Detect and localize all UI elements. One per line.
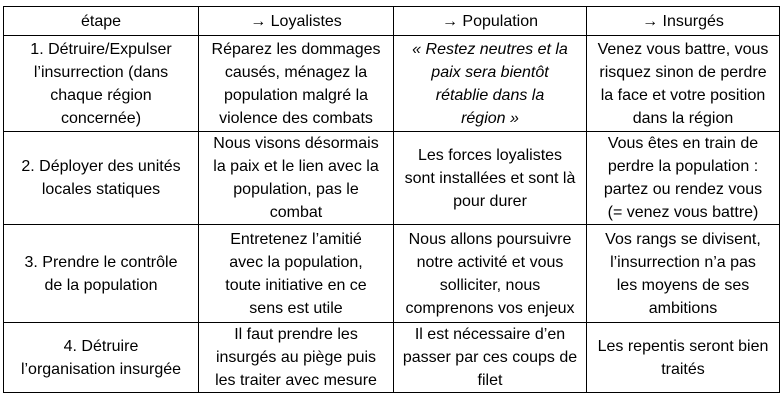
cell-text: pour durer	[453, 192, 527, 210]
cell-etape	[4, 36, 199, 132]
header-etape: étape	[4, 7, 199, 36]
cell-text: (= venez vous battre)	[607, 204, 759, 221]
cell-text: combat	[269, 204, 323, 221]
cell-insurges	[587, 323, 780, 393]
header-loyalistes: → Loyalistes	[199, 7, 394, 36]
cell-text: perdre la population :	[607, 158, 759, 175]
cell-population	[394, 323, 587, 393]
cell-text: sont installées et sont là	[404, 169, 576, 187]
cell-text: chaque région	[50, 86, 152, 104]
cell-text: l’organisation insurgée	[20, 360, 182, 378]
cell-text: Nous allons poursuivre	[408, 230, 572, 248]
cell-text: Entretenez l’amitié	[230, 230, 362, 248]
header-insurges: → Insurgés	[587, 7, 780, 36]
cell-text: l’insurrection n’a pas	[610, 253, 756, 271]
cell-text: Nous visons désormais	[213, 135, 379, 152]
cell-text: 1. Détruire/Expulser	[30, 40, 172, 58]
cell-text: les moyens de ses	[616, 276, 750, 294]
cell-text: concernée)	[60, 109, 142, 127]
table-row	[4, 323, 780, 393]
cell-text: Il faut prendre les	[234, 326, 358, 343]
cell-text: Vos rangs se divisent,	[605, 230, 761, 248]
cell-text: insurgés au piège puis	[215, 349, 377, 366]
cell-text: partez ou rendez vous	[603, 181, 763, 198]
cell-text: population malgré la	[223, 86, 369, 104]
cell-text: 4. Détruire	[63, 337, 139, 355]
cell-text: Réparez les dommages	[211, 40, 381, 58]
cell-text: les traiter avec mesure	[215, 372, 377, 389]
cell-text: la paix et le lien avec la	[213, 158, 379, 175]
cell-text: avec la population,	[229, 253, 363, 271]
cell-population	[394, 132, 587, 225]
cell-text: Les repentis seront bien	[597, 337, 769, 355]
strategy-table	[3, 6, 780, 393]
cell-text: Les forces loyalistes	[417, 146, 563, 164]
cell-text: toute initiative en ce	[225, 276, 367, 294]
table-row	[4, 36, 780, 132]
cell-population	[394, 225, 587, 323]
cell-text: dans la région	[632, 109, 734, 127]
table-row	[4, 132, 780, 225]
cell-text: violence des combats	[219, 109, 373, 127]
cell-text: la face et votre position	[600, 86, 766, 104]
cell-text: passer par ces coups de	[402, 349, 578, 366]
cell-text: Venez vous battre, vous	[597, 40, 769, 58]
cell-text: comprenons vos enjeux	[405, 299, 575, 317]
cell-text: rétablie dans la	[435, 86, 545, 104]
cell-etape	[4, 323, 199, 393]
cell-loyalistes	[199, 132, 394, 225]
cell-etape	[4, 132, 199, 225]
cell-text: sens est utile	[249, 299, 343, 317]
cell-text: notre activité et vous	[416, 253, 564, 271]
cell-etape	[4, 225, 199, 323]
cell-text: traités	[661, 360, 705, 378]
cell-text: de la population	[44, 276, 158, 294]
cell-insurges	[587, 132, 780, 225]
cell-text: paix sera bientôt	[431, 63, 549, 81]
header-row	[4, 7, 780, 36]
cell-text: causés, ménagez la	[224, 63, 368, 81]
header-population: → Population	[394, 7, 587, 36]
cell-insurges	[587, 225, 780, 323]
cell-text: Il est nécessaire d’en	[414, 326, 566, 343]
cell-text: 3. Prendre le contrôle	[24, 253, 178, 271]
cell-text: ambitions	[648, 299, 718, 317]
cell-text: région »	[461, 109, 519, 127]
cell-text: Vous êtes en train de	[607, 135, 759, 152]
cell-text: risquez sinon de perdre	[599, 63, 767, 81]
cell-text: locales statiques	[41, 181, 161, 198]
cell-text: 2. Déployer des unités	[21, 158, 181, 175]
cell-text: population, pas le	[233, 181, 359, 198]
cell-loyalistes	[199, 36, 394, 132]
cell-population	[394, 36, 587, 132]
cell-loyalistes	[199, 225, 394, 323]
table-row	[4, 225, 780, 323]
cell-insurges	[587, 36, 780, 132]
cell-text: solliciter, nous	[439, 276, 541, 294]
cell-loyalistes	[199, 323, 394, 393]
cell-text: « Restez neutres et la	[412, 40, 568, 58]
cell-text: filet	[477, 372, 503, 389]
cell-text: l’insurrection (dans	[33, 63, 169, 81]
